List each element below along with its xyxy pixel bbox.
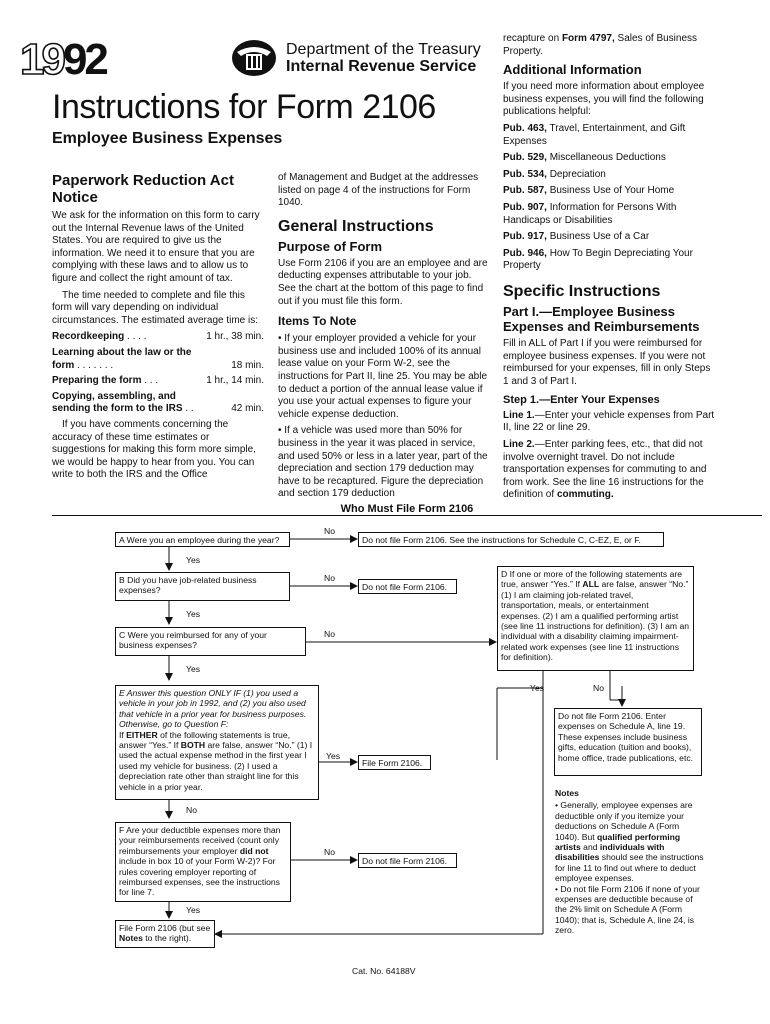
part1-heading: Part I.—Employee Business Expenses and Reimbursements: [503, 303, 700, 334]
schedule-row: Copying, assembling, and sending the form to the IRS . . 42 min.: [52, 390, 264, 415]
answer-label-yes: Yes: [186, 905, 201, 915]
line2-text: Line 2.—Enter parking fees, etc., that did not involve overnight travel. Do not include transportation expenses for commuting to and from work. See the line 16 instructions for the definition of commuting.: [503, 439, 707, 501]
answer-label-yes: Yes: [186, 609, 201, 619]
question-a-box: A Were you an employee during the year?: [115, 532, 290, 547]
line1-text: Line 1.—Enter your vehicle expenses from Part II, line 22 or line 29.: [503, 409, 715, 434]
flowchart-title: Who Must File Form 2106: [340, 503, 474, 515]
question-d-box: D If one or more of the following statements are true, answer “Yes.” If ALL are false, answer “No.” (1) I am claiming job-related travel, transportation, meals, or entertainment expenses. (2) I am a qualified performing artist (see line 11 instructions for definition). (3) I am an individual with a disability claiming impairment-related work expenses (see line 11 instructions for definition).: [497, 566, 694, 671]
outcome-box: Do not file Form 2106. See the instructions for Schedule C, C-EZ, E, or F.: [358, 532, 664, 547]
answer-label-no: No: [324, 526, 335, 536]
paperwork-p3: If you have comments concerning the accuracy of these time estimates or suggestions for making this form more simple, we would be happy to hear from you. You can write to both the IRS and the Office: [52, 418, 256, 481]
answer-label-yes: Yes: [530, 683, 545, 693]
answer-label-yes: Yes: [186, 555, 201, 565]
purpose-text: Use Form 2106 if you are an employee and are deducting expenses attributable to your job. See the chart at the bottom of this page to find out if you must file this form.: [278, 257, 488, 307]
list-item: Pub. 917, Business Use of a Car: [503, 231, 650, 243]
schedule-row: Learning about the law or the form . . . . . . . 18 min.: [52, 346, 264, 371]
page-subtitle: Employee Business Expenses: [52, 130, 283, 147]
dept-line2: Internal Revenue Service: [286, 58, 477, 75]
answer-label-no: No: [324, 573, 335, 583]
list-item: Pub. 534, Depreciation: [503, 168, 606, 180]
question-c-box: C Were you reimbursed for any of your business expenses?: [115, 627, 306, 656]
outcome-box: Do not file Form 2106.: [358, 853, 457, 868]
question-f-box: F Are your deductible expenses more than your reimbursements received (count only reimbursements your employer did not include in box 10 of your Form W-2)? For rules covering employer reporting of reimbursed expenses, see the instructions for line 7.: [115, 822, 291, 902]
catalog-number: Cat. No. 64188V: [352, 966, 416, 976]
paperwork-p2: The time needed to complete and file this form will vary depending on individual circumstances. The estimated average time is:: [52, 289, 259, 326]
schedule-row: Preparing the form . . . 1 hr., 14 min.: [52, 375, 264, 387]
list-item: Pub. 907, Information for Persons With Handicaps or Disabilities: [503, 201, 677, 226]
outcome-box: Do not file Form 2106.: [358, 579, 457, 594]
answer-label-yes: Yes: [326, 751, 341, 761]
answer-label-no: No: [324, 629, 335, 639]
part1-text: Fill in ALL of Part I if you were reimbursed for employee business expenses. If you were not reimbursed for your expenses, fill in only Steps 1 and 3 of Part I.: [503, 337, 711, 387]
note-1: • Generally, employee expenses are deductible only if you itemize your deductions on Schedule A (Form 1040). But qualified performing artists and individuals with disabilities should see the instructions for line 11 to find out where to deduct employee expenses.: [555, 800, 704, 884]
paperwork-p1: We ask for the information on this form to carry out the Internal Revenue laws of the United States. You are required to give us the information. We need it to ensure that you are complying with these laws and to allow us to figure and collect the right amount of tax.: [52, 210, 260, 284]
outcome-box: Do not file Form 2106. Enter expenses on Schedule A, line 19. These expenses include business gifts, education (tuition and books), home office, trade publications, etc.: [554, 708, 702, 776]
list-item: Pub. 946, How To Begin Depreciating Your Property: [503, 247, 693, 272]
tax-year: 1992: [20, 35, 106, 84]
omb-text: of Management and Budget at the addresses listed on page 4 of the instructions for Form 1040.: [278, 172, 479, 209]
additional-info-text: If you need more information about employee business expenses, you will find the following publications helpful:: [503, 81, 705, 118]
answer-label-no: No: [324, 847, 335, 857]
dept-line1: Department of the Treasury: [286, 41, 481, 58]
general-instructions-heading: General Instructions: [278, 217, 434, 235]
recapture-text: recapture on Form 4797, Sales of Business Property.: [503, 33, 698, 57]
page-title: Instructions for Form 2106: [52, 88, 436, 126]
items-to-note-heading: Items To Note: [278, 314, 357, 329]
question-e-box: E Answer this question ONLY IF (1) you used a vehicle in your job in 1992, and (2) you also used that vehicle in a prior year for business purposes. Otherwise, go to Question F: If EITHER of the following statements is true, answer “Yes.” If BOTH are false, answer “No.” (1) I used the actual expense method in the first year I used my vehicle for business. (2) I used a depreciation rate other than straight line for this vehicle in a prior year.: [115, 685, 319, 800]
answer-label-no: No: [593, 683, 604, 693]
schedule-row: Recordkeeping . . . . 1 hr., 38 min.: [52, 331, 264, 343]
note-2: • Do not file Form 2106 if none of your expenses are deductible because of the 2% limit on Schedule A (Form 1040); that is, Schedule A, line 24, is zero.: [555, 883, 700, 936]
list-item: Pub. 587, Business Use of Your Home: [503, 185, 675, 197]
notes-section: [555, 788, 705, 936]
answer-label-no: No: [186, 805, 197, 815]
specific-instructions-heading: Specific Instructions: [503, 282, 661, 300]
step1-heading: Step 1.—Enter Your Expenses: [503, 394, 660, 407]
question-b-box: B Did you have job-related business expenses?: [115, 572, 290, 601]
purpose-heading: Purpose of Form: [278, 238, 383, 254]
paperwork-heading: Paperwork Reduction Act Notice: [52, 172, 234, 206]
list-item: Pub. 463, Travel, Entertainment, and Gift Expenses: [503, 122, 686, 147]
note-bullet-2: • If a vehicle was used more than 50% for business in the year it was placed in service, and used 50% or less in a later year, part of the depreciation and section 179 deduction may have to be recaptured. Figure the depreciation and section 179 deduction: [278, 425, 488, 500]
additional-info-heading: Additional Information: [503, 62, 642, 78]
outcome-box: File Form 2106 (but see Notes to the right).: [115, 920, 215, 948]
list-item: Pub. 529, Miscellaneous Deductions: [503, 152, 666, 164]
outcome-box: File Form 2106.: [358, 755, 431, 770]
note-bullet-1: • If your employer provided a vehicle for your business use and included 100% of its annual lease value on your Form W-2, see the instructions for Part II, line 25. You may be able to deduct a portion of the annual lease value if you use your actual expenses to figure your vehicle expense deduction.: [278, 333, 488, 420]
notes-heading: Notes: [555, 788, 579, 798]
answer-label-yes: Yes: [186, 664, 201, 674]
